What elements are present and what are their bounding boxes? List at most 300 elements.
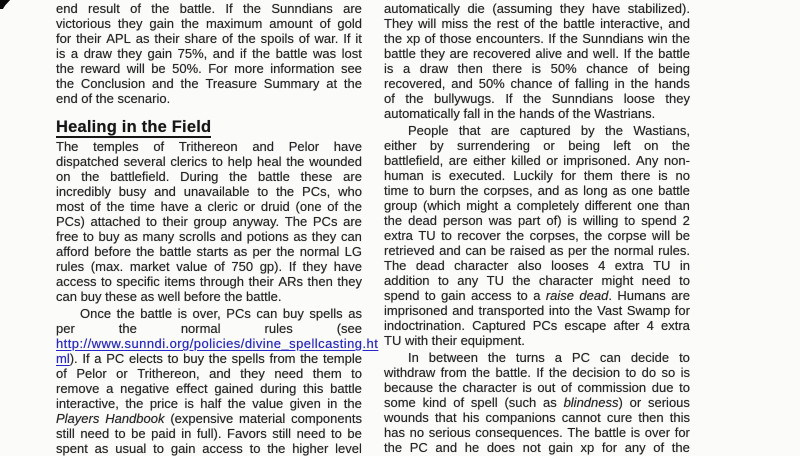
text-span: the [487,350,506,365]
text-span: are [343,169,362,184]
text-span: the [671,440,690,455]
text-span: he [464,440,480,455]
text-span: starts [196,244,229,259]
text-span: Captured [472,318,526,333]
text-span: reward [80,61,121,76]
text-span: the [106,199,125,214]
text-span: during [260,381,297,396]
word [117,46,142,61]
word [681,365,690,380]
text-span: the [539,16,558,31]
text-span: commission [577,380,647,395]
text-span: People [408,123,449,138]
word [593,46,619,61]
word [520,123,571,138]
word [163,214,188,229]
text-span: them [583,168,613,183]
text-line [56,381,362,396]
word [289,259,296,274]
text-span: gp). [259,259,283,274]
text-span: the [276,244,295,259]
word [384,303,448,318]
word [636,153,658,168]
text-span: alive [535,46,563,61]
word [653,258,670,273]
word [473,46,531,61]
word [56,139,78,154]
word [627,303,670,318]
text-span: be [151,61,166,76]
word [550,243,564,258]
word [457,273,478,288]
word [303,259,328,274]
word [625,365,636,380]
paragraph [56,139,362,304]
text-span: recovered, [384,76,446,91]
word [384,168,424,183]
word [106,199,124,214]
text-span: they [117,16,143,31]
word [384,410,429,425]
word [313,366,342,381]
text-line [56,289,362,304]
text-span: battle [563,16,595,31]
spellcasting-link[interactable]: ml [56,351,70,366]
word [648,31,668,46]
word [154,184,176,199]
word [81,61,121,76]
word [285,214,307,229]
text-span: to [101,274,112,289]
text-span: the [384,31,403,46]
text-span: the [151,1,170,16]
text-span: companions [485,410,556,425]
text-span: was [313,46,337,61]
text-span: a [94,351,102,366]
word [517,198,579,213]
text-span: draw [83,46,112,61]
text-span: their [154,31,180,46]
word [549,303,570,318]
word [151,426,176,441]
word [492,1,552,16]
word [286,154,304,169]
word [563,153,630,168]
word [343,214,362,229]
word [56,61,74,76]
text-span: price [149,396,179,411]
word [429,425,471,440]
text-span: heal [256,154,282,169]
text-span: the [635,46,654,61]
text-span: and [212,46,235,61]
text-span: and [439,243,461,258]
word [658,46,690,61]
word [205,76,257,91]
text-span: and [451,76,473,91]
word [645,425,670,440]
text-span: 750 [231,259,254,274]
text-span: is [431,168,442,183]
text-line [384,61,690,76]
text-span: in [614,76,625,91]
word [466,198,498,213]
word [572,365,620,380]
word [504,198,511,213]
text-span: Sunndians [582,31,644,46]
paragraph [56,306,379,456]
word [208,199,238,214]
word [441,16,468,31]
text-span: for [560,168,576,183]
word [613,183,627,198]
word [56,76,74,91]
word [516,350,545,365]
text-line [384,228,690,243]
word [151,61,165,76]
word [326,76,337,91]
text-span: loose [623,91,655,106]
word [151,1,169,16]
text-span: cleric [207,199,238,214]
text-span: the [118,321,137,336]
word [208,61,228,76]
word [581,123,595,138]
word [449,153,468,168]
text-span: Wastians, [633,123,690,138]
word [214,381,253,396]
text-span: spend [641,213,677,228]
word [90,199,101,214]
word [179,139,238,154]
word [584,168,613,183]
text-span: these [300,169,333,184]
text-span: maximum [205,16,263,31]
word [56,426,75,441]
text-span: for [601,440,618,455]
text-span: and [154,184,176,199]
text-span: after [613,318,640,333]
text-span: battle [140,306,173,321]
word [548,440,573,455]
text-span: non- [663,153,690,168]
text-span: or [543,138,555,153]
text-span: the [671,138,690,153]
text-span: or [243,199,256,214]
word [302,184,330,199]
word [624,46,631,61]
word [384,31,402,46]
text-span: be [490,243,506,258]
word [344,396,362,411]
text-span: a [503,198,512,213]
italic-text: Players [56,411,100,426]
word [149,16,174,31]
word [168,351,179,366]
text-line [384,273,690,288]
word [384,76,445,91]
word [585,198,632,213]
text-span: recover [457,228,501,243]
word [261,199,290,214]
text-span: have [333,259,362,274]
text-span: the [630,76,649,91]
word [313,214,338,229]
left-column [56,1,379,456]
word [116,366,128,381]
text-span: imprisoned [384,303,448,318]
word [642,273,671,288]
text-span: battle [658,183,690,198]
text-span: PC [571,350,590,365]
word [410,425,424,440]
text-span: turns [515,350,545,365]
text-span: buy [282,306,304,321]
text-span: If [82,351,90,366]
word [384,228,413,243]
text-span: of [221,31,233,46]
text-span: is [177,306,187,321]
text-span: Sunndians [271,1,333,16]
text-span: to [351,366,362,381]
text-span: potions [246,229,289,244]
word [408,123,448,138]
text-span: Treasure [205,76,257,91]
text-span: 4 [646,318,654,333]
text-span: (see [336,321,362,336]
text-span: cure [606,410,633,425]
text-span: PCs [312,214,338,229]
word [459,123,481,138]
word [668,16,690,31]
word [76,31,101,46]
text-line [384,288,690,303]
word [348,306,362,321]
text-span: ) [618,395,623,410]
text-line [384,153,690,168]
word [564,395,623,410]
word [345,244,362,259]
word [638,61,649,76]
text-span: addition [384,273,430,288]
word [568,243,587,258]
text-line [56,214,362,229]
text-span: they [117,46,142,61]
text-span: interactive, [56,396,119,411]
word [184,396,193,411]
text-span: of [327,199,339,214]
text-span: If [536,365,544,380]
text-span: spend [384,288,420,303]
word [429,183,455,198]
text-span: on [56,169,71,184]
word [343,1,362,16]
word [384,395,416,410]
text-span: to [625,365,637,380]
text-line [56,441,362,456]
text-span: different [584,198,632,213]
word [334,139,362,154]
text-span: those [439,31,472,46]
word [450,46,469,61]
text-span: If [623,46,631,61]
word [540,16,558,31]
word [518,213,540,228]
text-span: the [604,123,624,138]
word [257,184,268,199]
word [384,440,402,455]
word [563,16,595,31]
text-span: the [548,365,567,380]
text-span: spells [231,351,265,366]
text-span: paid [151,426,176,441]
text-span: the [384,213,403,228]
word [56,441,88,456]
word [276,244,294,259]
text-span: group [384,198,418,213]
word [335,441,362,456]
word [181,321,221,336]
text-span: The [56,139,79,154]
text-span: the [343,199,362,214]
text-span: are [343,214,362,229]
text-span: of [453,395,465,410]
text-span: of [637,61,649,76]
word [337,16,362,31]
text-span: help [227,154,253,169]
word [665,91,690,106]
word [598,258,605,273]
word [661,318,690,333]
text-span: to [679,273,690,288]
word [213,46,235,61]
text-span: through [199,274,245,289]
word [293,229,307,244]
word [537,380,555,395]
text-span: between [428,350,478,365]
text-span: 2 [682,213,690,228]
word [130,1,141,16]
word [512,273,530,288]
text-span: gain [170,441,196,456]
word [555,350,562,365]
text-line [384,318,690,333]
word [633,123,690,138]
text-line [56,336,379,351]
word [624,91,655,106]
text-span: Favors [227,426,267,441]
text-span: withdraw [384,365,436,380]
word [56,169,70,184]
word [568,213,577,228]
text-span: hands [654,76,690,91]
text-span: need [296,426,326,441]
text-span: need [641,273,671,288]
word [56,184,111,199]
text-span: battle [258,169,290,184]
word [276,184,294,199]
word [524,16,535,31]
word [438,273,449,288]
text-span: than [664,198,690,213]
text-span: it [355,31,362,46]
word [140,306,172,321]
text-span: over, [192,306,221,321]
word [84,46,112,61]
text-line [56,139,362,154]
text-span: buy [183,351,205,366]
section-heading [56,117,362,137]
word [106,381,113,396]
text-span: per [56,321,75,336]
text-span: as [124,229,138,244]
text-span: stabilized). [627,1,690,16]
word [574,303,592,318]
word [564,183,578,198]
text-span: transported [478,303,545,318]
word [489,213,512,228]
text-span: will [418,16,437,31]
word [202,441,242,456]
spellcasting-link[interactable]: http://www.sunndi.org/policies/divine_spellcasting.ht [56,336,379,351]
text-span: . [608,288,612,303]
word [511,153,541,168]
text-line [384,365,690,380]
text-span: level [335,441,362,456]
text-span: TU [418,228,436,243]
word [384,198,417,213]
text-span: per [567,243,587,258]
text-span: In [408,350,419,365]
word [337,274,362,289]
text-line [56,306,362,321]
word [575,76,609,91]
word [584,228,602,243]
text-span: (such [504,395,537,410]
word [81,169,99,184]
word [343,169,362,184]
word [176,381,208,396]
word [124,154,166,169]
word [561,380,572,395]
text-span: lost [341,46,362,61]
text-span: serious [428,425,471,440]
text-span: was [488,213,512,228]
text-span: the [56,61,75,76]
word [491,243,505,258]
text-span: into [548,303,570,318]
word [406,31,420,46]
word [292,441,328,456]
text-span: Conclusion [80,76,146,91]
text-span: gained [214,381,254,396]
text-span: they [665,91,690,106]
word [423,395,447,410]
word [343,31,350,46]
text-span: by [429,138,444,153]
text-line [384,440,690,455]
word [56,214,85,229]
word [153,139,164,154]
text-span: chance [510,76,553,91]
text-span: the [237,31,256,46]
text-span: can [256,306,278,321]
word [80,306,111,321]
word [110,169,169,184]
word [297,426,326,441]
word [334,259,362,274]
word [583,213,618,228]
